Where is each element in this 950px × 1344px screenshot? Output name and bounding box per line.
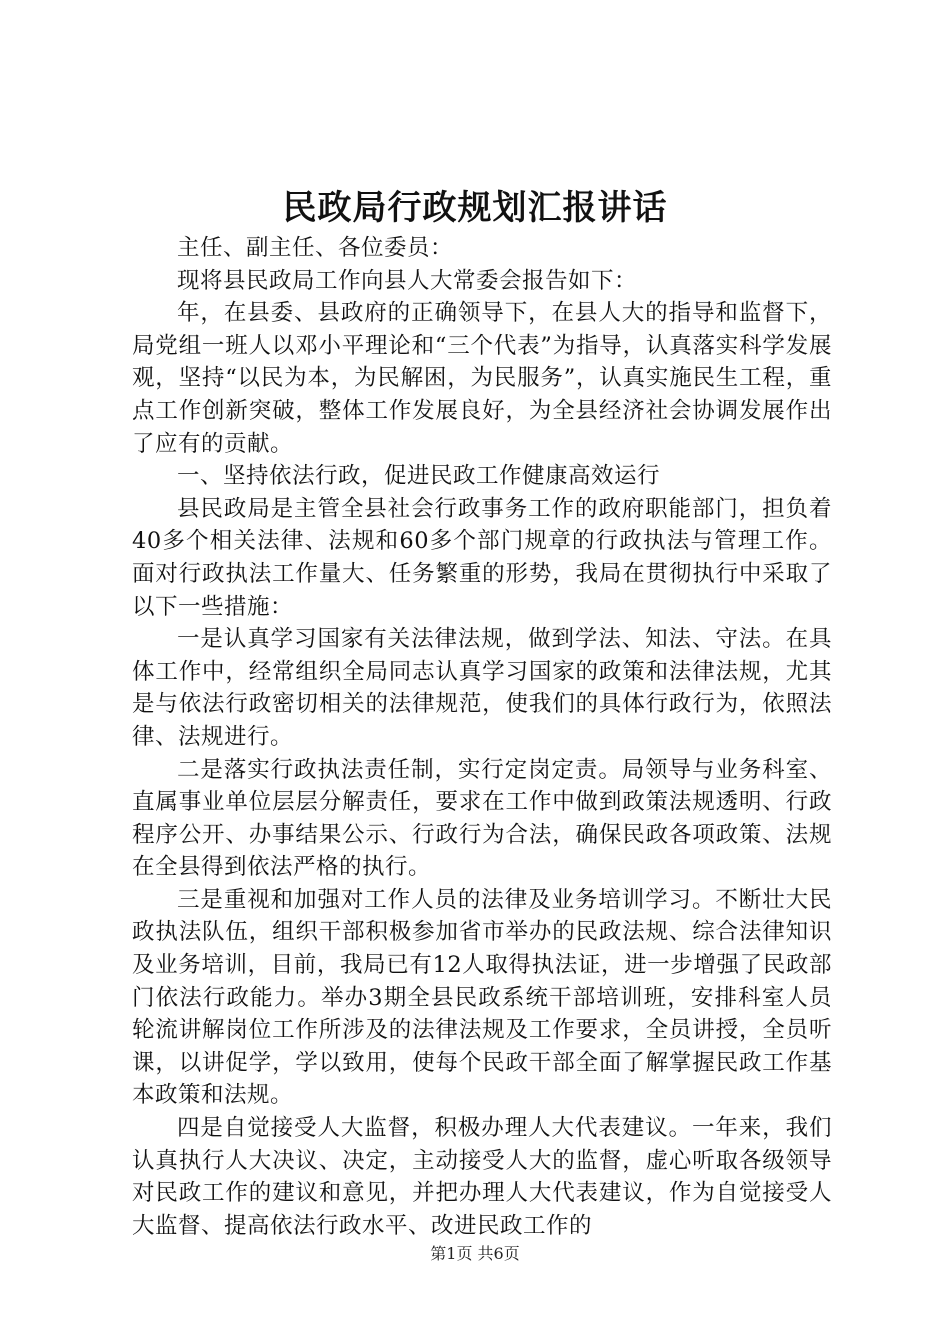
page-number: 第1页 共6页 xyxy=(430,1244,520,1263)
salutation-paragraph: 主任、副主任、各位委员： xyxy=(177,235,454,261)
overview-paragraph: 年，在县委、县政府的正确领导下，在县人大的指导和监督下，局党组一班人以邓小平理论和“三个代表”为指导，认真落实科学发展观，坚持“以民为本，为民解困，为民服务”，认真实施民生工程，重点工作创新突破，整体工作发展良好，为全县经济社会协调发展作出了应有的贡献。 xyxy=(132,300,832,457)
body-paragraph: 三是重视和加强对工作人员的法律及业务培训学习。不断壮大民政执法队伍，组织干部积极参加省市举办的民政法规、综合法律知识及业务培训，目前，我局已有12人取得执法证，进一步增强了民政部门依法行政能力。举办3期全县民政系统干部培训班，安排科室人员轮流讲解岗位工作所涉及的法律法规及工作要求，全员讲授，全员听课，以讲促学，学以致用，使每个民政干部全面了解掌握民政工作基本政策和法规。 xyxy=(132,886,832,1109)
intro-paragraph: 现将县民政局工作向县人大常委会报告如下： xyxy=(177,267,638,294)
document-body xyxy=(132,232,832,1242)
body-paragraph: 四是自觉接受人大监督，积极办理人大代表建议。一年来，我们认真执行人大决议、决定，主动接受人大的监督，虚心听取各级领导对民政工作的建议和意见，并把办理人大代表建议，作为自觉接受人大监督、提高依法行政水平、改进民政工作的 xyxy=(132,1115,832,1239)
document-title: 民政局行政规划汇报讲话 xyxy=(282,188,668,228)
body-paragraph: 县民政局是主管全县社会行政事务工作的政府职能部门，担负着40多个相关法律、法规和60多个部门规章的行政执法与管理工作。面对行政执法工作量大、任务繁重的形势，我局在贯彻执行中采取了以下一些措施： xyxy=(132,495,832,620)
section-heading: 一、坚持依法行政，促进民政工作健康高效运行 xyxy=(177,463,661,490)
body-paragraph: 二是落实行政执法责任制，实行定岗定责。局领导与业务科室、直属事业单位层层分解责任，要求在工作中做到政策法规透明、行政程序公开、办事结果公示、行政行为合法，确保民政各项政策、法规在全县得到依法严格的执行。 xyxy=(132,756,832,881)
body-paragraph: 一是认真学习国家有关法律法规，做到学法、知法、守法。在具体工作中，经常组织全局同志认真学习国家的政策和法律法规，尤其是与依法行政密切相关的法律规范，使我们的具体行政行为，依照法律、法规进行。 xyxy=(132,626,832,750)
